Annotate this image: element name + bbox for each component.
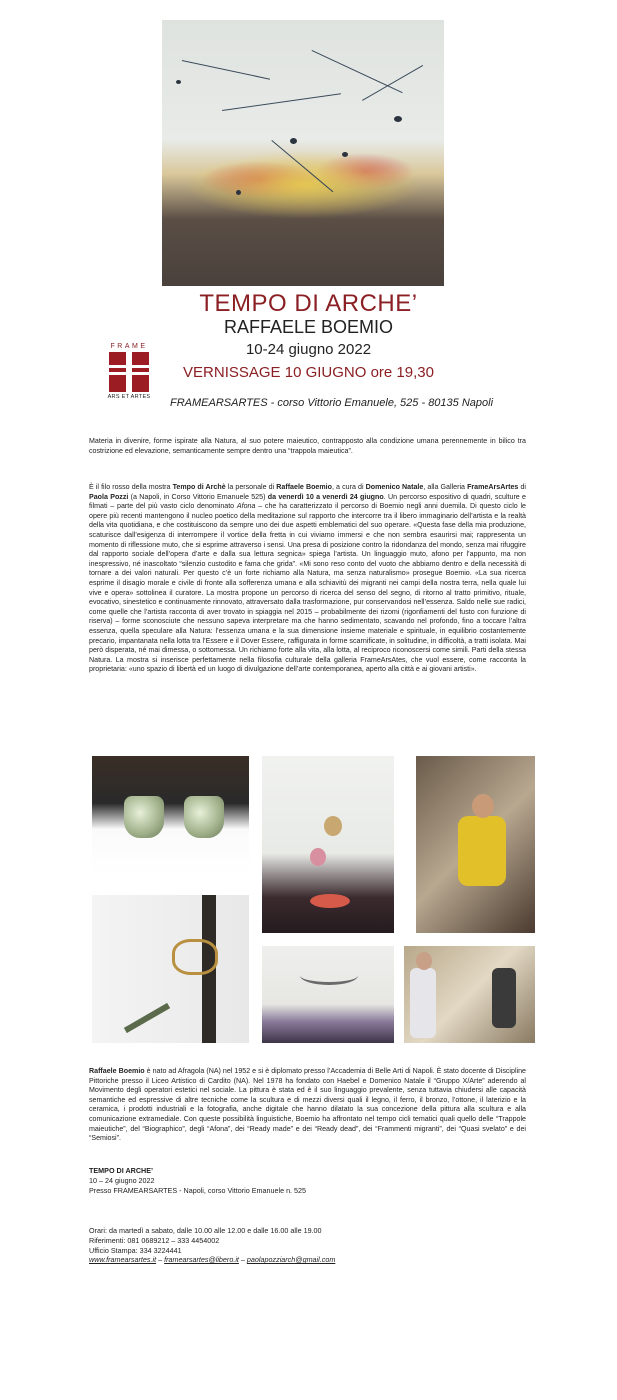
website-link[interactable]: www.framearsartes.it (89, 1255, 157, 1265)
artist-bio: Raffaele Boemio è nato ad Afragola (NA) nel 1952 e si è diplomato presso l’Accademia di Belle Arti di Napoli. È stato docente di Discipline Pittoriche presso il Liceo Artistico di Cardito (NA). Nel 1978 ha fondato con Haebel e Domenico Natale il “Gruppo X/Arte” aderendo al Movimento degli operatori estetici nel sociale. La pittura è stata ed è il suo linguaggio prevalente, senza tuttavia chiudersi alle capacità semantiche ed espressive di altre tecniche come la scultura e di mezzi diversi quali il legno, il ferro, il bronzo, l’ottone, il laterizio e la ceramica, i prodotti industriali e la fotografia, anche digitale che hanno dilatato la sua concezione della pittura alla scultura e alla comunicazione extramediale. Con queste possibilità linguistiche, Boemio ha affrontato nel tempo cicli tematici quali quello delle “Trappole maieutiche”, del “Biographico”, degli “Afona”, dei “Ready made” e dei “Ready dead”, dei “Frammenti migranti”, dei “Quasi svelato” e dei “Semiosi”. (89, 1067, 526, 1143)
exhibition-dates: 10-24 giugno 2022 (245, 341, 372, 358)
logo-cross-mark (109, 352, 149, 392)
main-paragraph: È il filo rosso della mostra Tempo di Archè la personale di Raffaele Boemio, a cura di Domenico Natale, alla Galleria FrameArsArtes di Paola Pozzi (a Napoli, in Corso Vittorio Emanuele 525) da venerdì 10 a venerdì 24 giugno. Un percorso espositivo di quadri, sculture e filmati – parte del più vasto ciclo denominato Afona – che ha caratterizzato il percorso di Boemio negli anni duemila. Di questo ciclo le opere più recenti mantengono il nucleo poetico della meditazione sul rapporto che intercorre tra il libero immaginario dell’artista e la realtà della vita quotidiana, e che costituiscono da sempre uno dei due aspetti emblematici del suo operare. «Questa fase della mia produzione, scaturisce dall’esigenza di interrompere il vortice della fretta in cui viviamo immersi e che non sembra esaurirsi mai; rappresenta un momento di riflessione muto, che si esprime attraverso i sensi. Una presa di posizione contro la ridondanza del mondo, senza mai rifuggire dal rapporto sociale dell’opera d’arte e dalla sua lettura segnica» spiega l’artista. Un linguaggio muto, afono per l’appunto, ma non inespressivo, né inascoltato “silenzio custodito e fama che grida”. «Mi sono reso conto del vuoto che abbiamo dentro e della necessità di tornare a dei valori naturali. Per questo c’è un forte richiamo alla Natura, ma senza naturalismo» prosegue Boemio. «La sua ricerca esprime il disagio morale e civile di fronte alla sofferenza umana e alla schiavitù dei migranti nei campi della nostra terra, nella quale lui vive e opera» sottolinea il curatore. La mostra propone un percorso di ricerca del senso del segno, di ritorno al tratto primitivo, rituale, evocativo, sinestetico e continuamente rinnovato, attraversato dalla trasformazione, pur conservandosi nell’essenza. Saldo nelle sue radici, come quelle che l’artista racconta di aver trovato in spiaggia nel 2015 – probabilmente dei rizomi (rigonfiamenti del fusto con funzione di riserva) – forme sconosciute che nessuno sapeva interpretare ma che hanno sedimentato, scavando nel profondo, fino a toccare l’altra essenza, quella speculare alla Natura: l’essenza umana e la sua dimensione insieme materiale e spirituale, in equilibrio costantemente precario, impantanata nella lotta tra l’Essere e il Dover Essere, raffigurata in forme scarnificate, in solitudine, in difficoltà, a tratti isolata. Mai però disperata, né mai dimessa, o sottomessa. Un richiamo forte alla vita, alla lotta, al reciproco riconoscersi come simili. Parti della stessa Natura. La mostra si inserisce perfettamente nella filosofia culturale della galleria FrameArsAtes, che vuol essere, come racconta la proprietaria: «uno spazio di libertà ed un luogo di divulgazione dell’arte contemporanea, aperto alla città e ai giovani artisti». (89, 483, 526, 674)
intro-paragraph: Materia in divenire, forme ispirate alla Natura, al suo potere maieutico, contrapposto alla condizione umana perennemente in bilico tra costrizione ed elevazione, semanticamente sempre dentro una “trappola maieutica”. (89, 437, 526, 455)
venue-address: FRAMEARSARTES - corso Vittorio Emanuele, 525 - 80135 Napoli (170, 397, 494, 409)
event-info (89, 1166, 306, 1195)
email-link-owner[interactable]: paolapozziarch@gmail.com (246, 1255, 336, 1265)
email-link-gallery[interactable]: framearsartes@libero.it (164, 1255, 239, 1265)
artwork-photo-sculpture-hand (92, 895, 249, 1043)
info-refs: Riferimenti: 081 0689212 – 333 4454002 (89, 1235, 220, 1245)
logo-bottom-text: ARS ET ARTES (107, 394, 151, 400)
artist-photo-studio (416, 756, 535, 933)
artist-photo-gallery (404, 946, 535, 1043)
info-press: Ufficio Stampa: 334 3224441 (89, 1245, 182, 1255)
exhibition-title: TEMPO DI ARCHE’ (199, 290, 418, 317)
info-hours: Orari: da martedì a sabato, dalle 10.00 alle 12.00 e dalle 16.00 alle 19.00 (89, 1226, 322, 1235)
artist-name: RAFFAELE BOEMIO (223, 317, 394, 337)
info-title: TEMPO DI ARCHE’ (89, 1166, 154, 1175)
info-links: www.framearsartes.it – framearsartes@libero.it – paolapozziarch@gmail.com (89, 1255, 336, 1265)
hero-artwork-image (162, 20, 444, 286)
artwork-photo-painting-2 (262, 756, 394, 933)
logo-top-text: FRAME (110, 343, 148, 350)
info-place: Presso FRAMEARSARTES - Napoli, corso Vittorio Emanuele n. 525 (89, 1185, 307, 1195)
artwork-photo-painting-3 (262, 946, 394, 1043)
info-dates: 10 – 24 giugno 2022 (89, 1175, 155, 1185)
gallery-logo (107, 343, 151, 400)
contact-info (89, 1226, 335, 1265)
artwork-photo-glass-feet (92, 756, 249, 874)
vernissage-info: VERNISSAGE 10 GIUGNO ore 19,30 (183, 364, 434, 381)
